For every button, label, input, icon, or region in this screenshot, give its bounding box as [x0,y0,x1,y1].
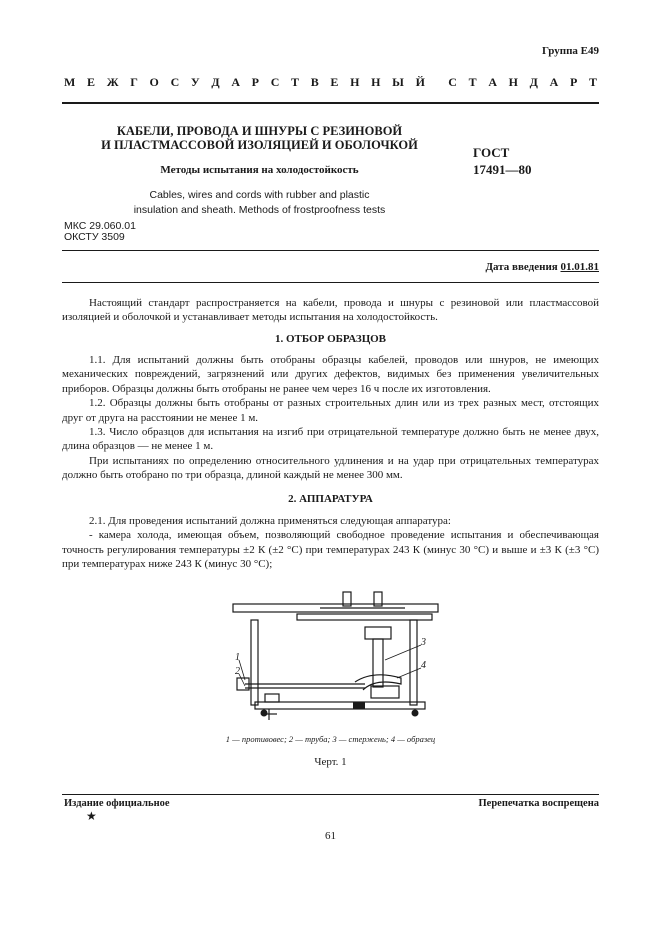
introduction-date [485,261,599,273]
standard-letter: Р [569,75,578,89]
standard-letter: Р [251,75,260,89]
apparatus-drawing [225,590,445,725]
gost-label: ГОСТ [473,145,510,160]
title-ru-line1: КАБЕЛИ, ПРОВОДА И ШНУРЫ С РЕЗИНОВОЙ [116,124,403,138]
base-plate [255,702,425,709]
intro-paragraph [62,296,599,325]
section-heading-1: 1. ОТБОР ОБРАЗЦОВ [274,333,387,345]
mks-code: МКС 29.060.01 [64,220,136,232]
section-heading-2: 2. АППАРАТУРА [288,493,373,505]
standard-letter: О [149,75,159,89]
standard-letter: С [270,75,280,89]
standard-letter: Д [211,75,220,89]
standard-letter: Ы [392,75,404,89]
standard-letter: Н [371,75,381,89]
standard-letter: А [231,75,240,89]
group-code: Группа Е49 [541,45,599,57]
base-stop [353,702,365,709]
figure-label-4: 4 [421,660,426,671]
figure-label-2: 2 [235,666,240,677]
paragraph-1-3: 1.3. Число образцов для испытания на изгиб при отрицательной температуре должно быть не менее двух, длина образцов — не менее 1 м. [62,426,599,453]
standard-letter: Ж [106,75,119,89]
section-2-body [62,514,599,572]
title-block [62,124,457,218]
paragraph-2-1: 2.1. Для проведения испытаний должна применяться следующая аппаратура: [89,515,451,527]
standard-letter: Т [291,75,300,89]
standard-letter: Д [529,75,538,89]
title-en-line1: Cables, wires and cords with rubber and plastic [149,189,370,201]
standard-letter: С [170,75,180,89]
star-icon: ★ [86,809,97,823]
standard-letter: Е [87,75,96,89]
figure-label-1: 1 [235,652,240,663]
gost-number: 17491—80 [473,162,532,177]
standard-letter: В [310,75,319,89]
title-ru-line2: И ПЛАСТМАССОВОЙ ИЗОЛЯЦИЕЙ И ОБОЛОЧКОЙ [101,138,418,152]
standard-letter: Е [330,75,339,89]
standard-letter: Н [508,75,518,89]
standard-letter: С [448,75,457,89]
clamp-block [365,627,391,639]
standard-type-heading [64,75,597,90]
classification-codes [64,221,136,243]
standard-letter: Т [588,75,597,89]
date-value: 01.01.81 [560,261,599,273]
footer-rule [62,794,599,795]
rod [373,639,383,687]
page-number: 61 [325,830,336,842]
subtitle-ru: Методы испытания на холодостойкость [160,164,359,176]
paragraph-1-3-note: При испытаниях по определению относительного удлинения и на удар при отрицательных температурах должно быть отобрано по три образца, длиной каждый не менее 300 мм. [62,454,599,482]
date-rule [62,282,599,283]
paragraph-1-1: 1.1. Для испытаний должны быть отобраны образцы кабелей, проводов или шнуров, не имеющих механических повреждений, загрязнений или других дефектов, видимых без применения увеличительных приборов. Образцы должны быть отобраны не ранее чем через 16 ч после их изготовления. [62,354,599,395]
foot-right [412,710,419,717]
foot-left [261,710,268,717]
title-en [62,188,457,218]
date-label: Дата введения [485,261,558,273]
title-en-line2: insulation and sheath. Methods of frostproofness tests [133,204,386,216]
official-edition: Издание официальное [64,798,170,809]
standard-letter: Н [350,75,360,89]
right-column [410,620,417,705]
intro-text: Настоящий стандарт распространяется на кабели, провода и шнуры с резиновой или пластмассовой изоляцией и оболочкой и устанавливает методы испытания на холодостойкость. [62,297,599,324]
reprint-prohibited: Перепечатка воспрещена [478,798,599,809]
header-rule [62,102,599,104]
left-column [251,620,258,705]
standard-letter: Т [468,75,477,89]
standard-letter: У [190,75,200,89]
upper-bar [297,614,432,620]
gost-designation [473,144,532,178]
okstu-code: ОКСТУ 3509 [64,231,125,243]
paragraph-2-1-item: - камера холода, имеющая объем, позволяющий свободное проведение испытания и обеспечивающая точность регулирования температуры ±2 К (±2 °С) при температурах 243 К (минус 30 °С) и выше и ±3 К (±3 °С) при температурах ниже 243 К (минус 30 °С); [62,529,599,571]
section-1-body [62,353,599,483]
figure-label-3: 3 [421,637,426,648]
codes-rule [62,250,599,251]
figure-name: Черт. 1 [314,756,347,768]
standard-letter: М [64,75,76,89]
sample-holder [371,686,399,698]
standard-letter: А [488,75,497,89]
standard-letter: А [549,75,559,89]
paragraph-1-2: 1.2. Образцы должны быть отобраны от разных строительных длин или из трех разных мест, отстоящих друг от друга на расстоянии не менее 1 м. [62,397,599,424]
standard-letter: Й [415,75,425,89]
standard-letter: Г [130,75,138,89]
base-clamp [265,694,279,702]
figure-caption: 1 — противовес; 2 — труба; 3 — стержень; 4 — образец [225,734,436,744]
